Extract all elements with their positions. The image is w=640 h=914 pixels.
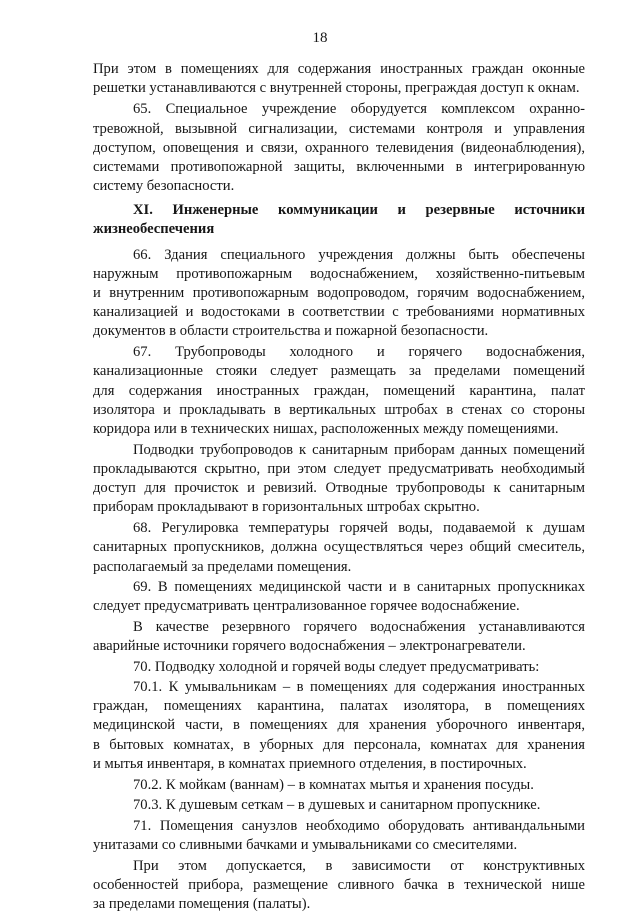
text-line: 70. Подводку холодной и горячей воды следует предусматривать: [133,659,540,676]
section-heading-line: XI. Инженерные коммуникации и резервные источники [133,201,585,218]
text-line: особенностей прибора, размещение сливного бачка в технической нише [93,877,585,894]
text-line: тревожной, вызывной сигнализации, системами контроля и управления [93,120,585,137]
text-line: наружным противопожарным водоснабжением, хозяйственно-питьевым [93,265,585,282]
text-line: 69. В помещениях медицинской части и в санитарных пропускниках [133,578,585,595]
text-line: располагаемый за пределами помещения. [93,558,352,575]
text-line: систему безопасности. [93,177,235,194]
text-line: аварийные источники горячего водоснабжения – электронагреватели. [93,637,526,654]
text-line: доступом, оповещения и связи, охранного телевидения (видеонаблюдения), [93,139,585,156]
text-line: унитазами со сливными бачками и умывальниками со смесителями. [93,836,518,853]
text-line: следует предусматривать централизованное горячее водоснабжение. [93,597,520,614]
text-line: 70.1. К умывальникам – в помещениях для содержания иностранных [133,679,585,696]
text-line: и мытья инвентаря, в комнатах приемного отделения, в постирочных. [93,755,527,772]
text-line: документов в области строительства и пожарной безопасности. [93,323,489,340]
page-number: 18 [312,30,328,46]
text-line: изолятора и прокладывать в вертикальных штробах в стенах со стороны [93,401,585,418]
text-line: медицинской части, в помещениях для хранения уборочного инвентаря, [93,717,585,734]
section-heading-line: жизнеобеспечения [93,220,215,237]
text-line: приборам прокладывают в горизонтальных штробах скрытно. [93,499,480,516]
text-line: При этом допускается, в зависимости от конструктивных [133,857,585,874]
text-line: канализацией и водостоками в соответствии с требованиями нормативных [93,304,585,321]
text-line: для содержания иностранных граждан, помещений карантина, палат [93,382,585,399]
text-line: 65. Специальное учреждение оборудуется комплексом охранно- [133,101,585,118]
text-line: При этом в помещениях для содержания иностранных граждан оконные [93,61,585,78]
text-line: прокладываются скрытно, при этом следует предусматривать необходимый [93,461,585,478]
text-line: 70.3. К душевым сеткам – в душевых и санитарном пропускнике. [133,796,541,813]
text-line: 67. Трубопроводы холодного и горячего водоснабжения, [133,344,585,361]
text-line: граждан, помещениях карантина, палатах изолятора, в помещениях [93,698,585,715]
text-line: Подводки трубопроводов к санитарным приборам данных помещений [133,441,585,458]
text-line: решетки устанавливаются с внутренней стороны, преграждая доступ к окнам. [93,80,580,97]
text-line: системами противопожарной защиты, включенными в интегрированную [93,158,585,175]
text-line: канализационные стояки следует размещать за пределами помещений [93,363,585,380]
text-line: в бытовых комнатах, в уборных для персонала, комнатах для хранения [93,736,585,753]
text-line: доступ для прочисток и ревизий. Отводные трубопроводы к санитарным [93,480,585,497]
text-line: 66. Здания специального учреждения должны быть обеспечены [133,246,585,263]
text-line: 70.2. К мойкам (ваннам) – в комнатах мытья и хранения посуды. [133,776,534,793]
text-line: коридора или в технических нишах, расположенных между помещениями. [93,420,559,437]
text-line: и внутренним противопожарным водопроводом, горячим водоснабжением, [93,285,585,302]
text-line: В качестве резервного горячего водоснабжения устанавливаются [133,618,585,635]
text-line: 71. Помещения санузлов необходимо оборудовать антивандальными [133,817,585,834]
text-line: санитарных пропускников, должна осуществляться через общий смеситель, [93,539,585,556]
text-line: за пределами помещения (палаты). [93,896,311,913]
text-line: 68. Регулировка температуры горячей воды, подаваемой к душам [133,520,585,537]
